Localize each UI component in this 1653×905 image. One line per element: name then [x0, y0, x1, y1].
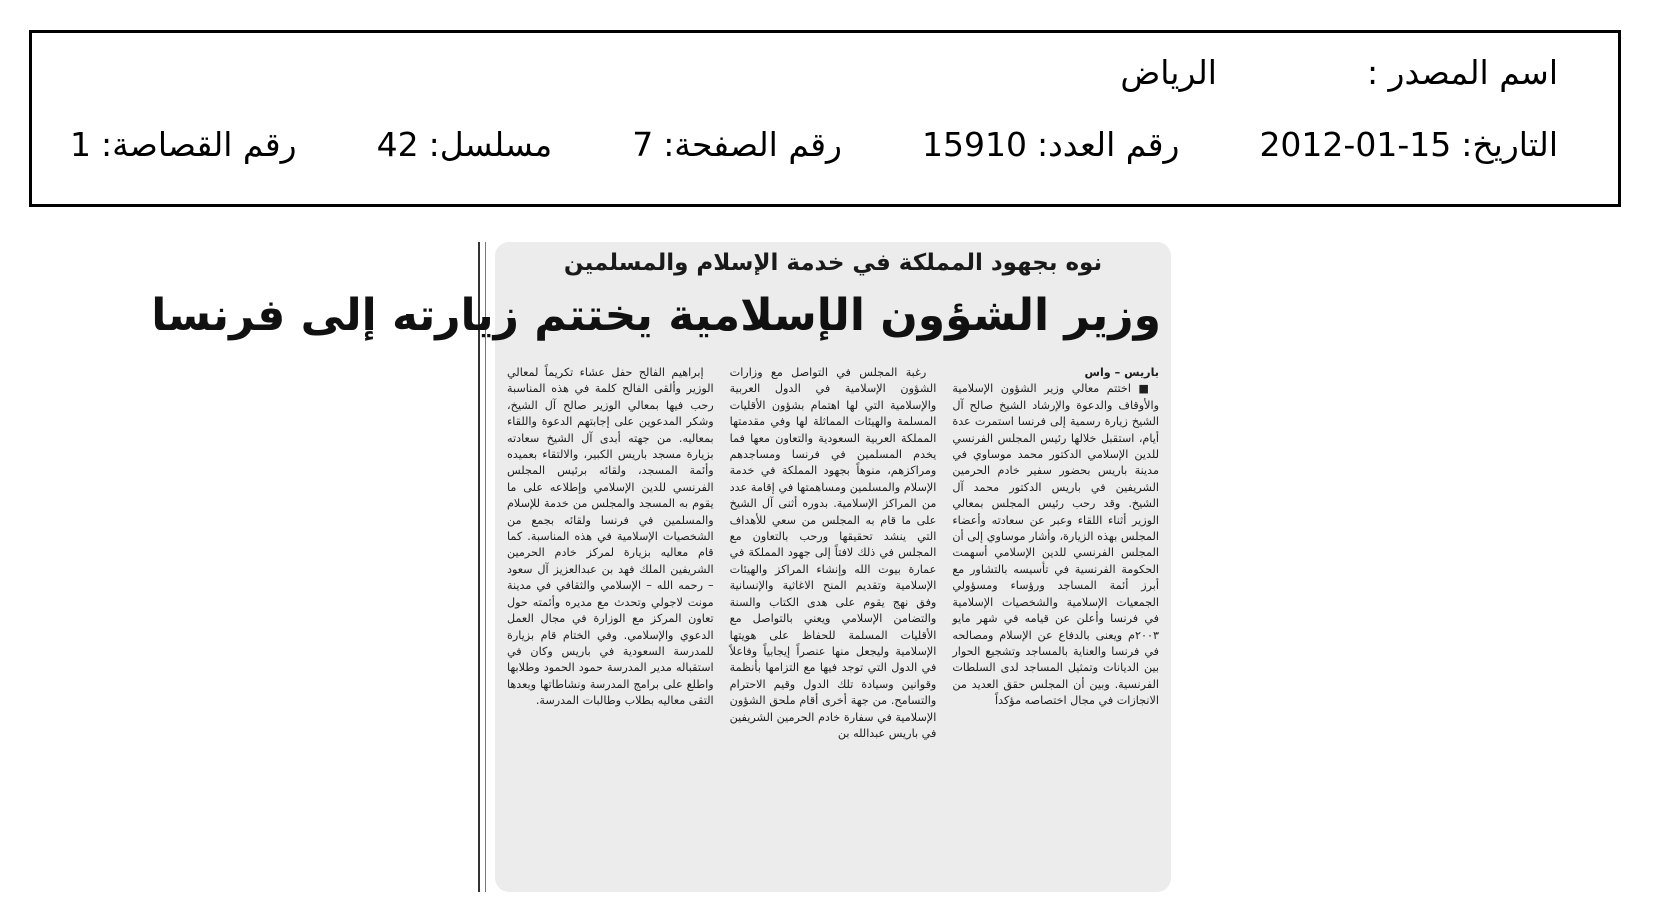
article-panel	[151, 242, 1171, 892]
page-value: 7	[632, 125, 654, 164]
serial-value: 42	[376, 125, 419, 164]
source-value: الرياض	[1120, 53, 1217, 92]
article-columns	[507, 365, 1159, 880]
clipping-number-value: 1	[70, 125, 91, 164]
newspaper-clipping	[151, 242, 1171, 892]
metadata-line-source	[72, 53, 1558, 92]
issue-label: رقم العدد:	[1036, 125, 1180, 164]
source-label: اسم المصدر :	[1366, 53, 1558, 92]
page-field	[632, 125, 842, 164]
page-label: رقم الصفحة:	[663, 125, 842, 164]
date-label: التاريخ:	[1461, 125, 1558, 164]
source-field	[1367, 53, 1558, 92]
article-column-2	[730, 365, 937, 880]
article-column-1-text: ■ اختتم معالي وزير الشؤون الإسلامية والأوقاف والدعوة والإرشاد الشيخ صالح آل الشيخ زيارة رسمية إلى فرنسا استمرت عدة أيام، استقبل خلالها رئيس المجلس الفرنسي للدين الإسلامي الدكتور محمد موساوي في مدينة باريس بحضور سفير خادم الحرمين الشريفين في باريس الدكتور محمد آل الشيخ. وقد رحب رئيس المجلس بمعالي الوزير أثناء اللقاء وعبر عن سعادته وأعضاء المجلس بهذه الزيارة، وأشار موساوي إلى أن المجلس الفرنسي للدين الإسلامي أسهمت الحكومة الفرنسية في تأسيسه بالتشاور مع أبرز أئمة المساجد ورؤساء ومسؤولي الجمعيات الإسلامية والشخصيات الإسلامية في فرنسا وأعلن عن قيامه في شهر مايو ٢٠٠٣م ويعنى بالدفاع عن الإسلام ومصالحه في فرنسا والعناية بالمساجد وتشجيع الحوار بين الديانات وتمثيل المساجد لدى السلطات الفرنسية. وبين أن المجلس حقق العديد من الانجازات في مجال اختصاصه مؤكداً	[952, 382, 1159, 708]
metadata-line-details	[72, 125, 1558, 164]
serial-label: مسلسل:	[428, 125, 553, 164]
article-column-3-text: إبراهيم الفالح حفل عشاء تكريماً لمعالي الوزير وألقى الفالح كلمة في هذه المناسبة رحب فيها بمعالي الوزير صالح آل الشيخ، وشكر المدعوين على إجابتهم الدعوة واللقاء بمعاليه. من جهته أبدى آل الشيخ سعادته بزيارة مسجد باريس الكبير، والالتقاء بعميده وأئمة المسجد، ولقائه برئيس المجلس الفرنسي للدين الإسلامي وإطلاعه على ما يقوم به المسجد والمجلس من خدمة للإسلام والمسلمين في فرنسا ولقائه بجمع من الشخصيات الإسلامية في هذه المناسبة. كما قام معاليه بزيارة لمركز خادم الحرمين الشريفين الملك فهد بن عبدالعزيز آل سعود – رحمه الله – الإسلامي والثقافي في مدينة مونت لاجولي وتحدث مع مديره وأئمته حول تعاون المركز مع الوزارة في مجال العمل الدعوي والإسلامي. وفي الختام قام بزيارة للمدرسة السعودية في باريس وكان في استقباله مدير المدرسة حمود الحمود وطلابها واطلع على برامج المدرسة ونشاطاتها وبعدها التقى معاليه بطلاب وطالبات المدرسة.	[506, 366, 714, 708]
article-column-3	[507, 365, 714, 880]
article-kicker: نوه بجهود المملكة في خدمة الإسلام والمسلمين	[563, 250, 1103, 276]
article-column-2-text: رغبة المجلس في التواصل مع وزارات الشؤون الإسلامية في الدول العربية والإسلامية التي لها اهتمام بشؤون الأقليات المسلمة والهيئات المماثلة لها وفي مقدمتها المملكة العربية السعودية والتعاون معها فما يخدم المسلمين في فرنسا ومساجدهم ومراكزهم، منوهاً بجهود المملكة في خدمة الإسلام والمسلمين ومساهمتها في إقامة عدد من المراكز الإسلامية. بدوره أثنى آل الشيخ على ما قام به المجلس من سعي للأهداف التي ينشد تحقيقها ورحب بالتعاون مع المجلس في ذلك لافتاً إلى جهود المملكة في عمارة بيوت الله وإنشاء المراكز والهيئات الإسلامية وتقديم المنح الاغاثية والإنسانية وفق نهج يقوم على هدى الكتاب والسنة والتضامن الإسلامي ويعني بالتواصل مع الأقليات المسلمة للحفاظ على هويتها الإسلامية وليجعل منها عنصراً إيجابياً وفاعلاً في الدول التي توجد فيها مع التزامها بأنظمة وقوانين وسيادة تلك الدول وقيم الاحترام والتسامح. من جهة أخرى أقام ملحق الشؤون الإسلامية في سفارة خادم الحرمين الشريفين في باريس عبدالله بن	[729, 366, 937, 740]
serial-field	[377, 125, 553, 164]
article-dateline: باريس – واس	[1084, 366, 1159, 379]
date-field	[1259, 125, 1558, 164]
issue-field	[922, 125, 1179, 164]
article-headline: وزير الشؤون الإسلامية يختتم زيارته إلى فرنسا	[151, 290, 1161, 341]
issue-value: 15910	[922, 125, 1027, 164]
source-value-field	[1120, 53, 1217, 92]
clipping-number-field	[70, 125, 297, 164]
clipping-number-label: رقم القصاصة:	[101, 125, 297, 164]
article-column-1	[952, 365, 1159, 880]
date-value: 2012-01-15	[1259, 125, 1452, 164]
clipping-metadata-box	[29, 30, 1621, 207]
